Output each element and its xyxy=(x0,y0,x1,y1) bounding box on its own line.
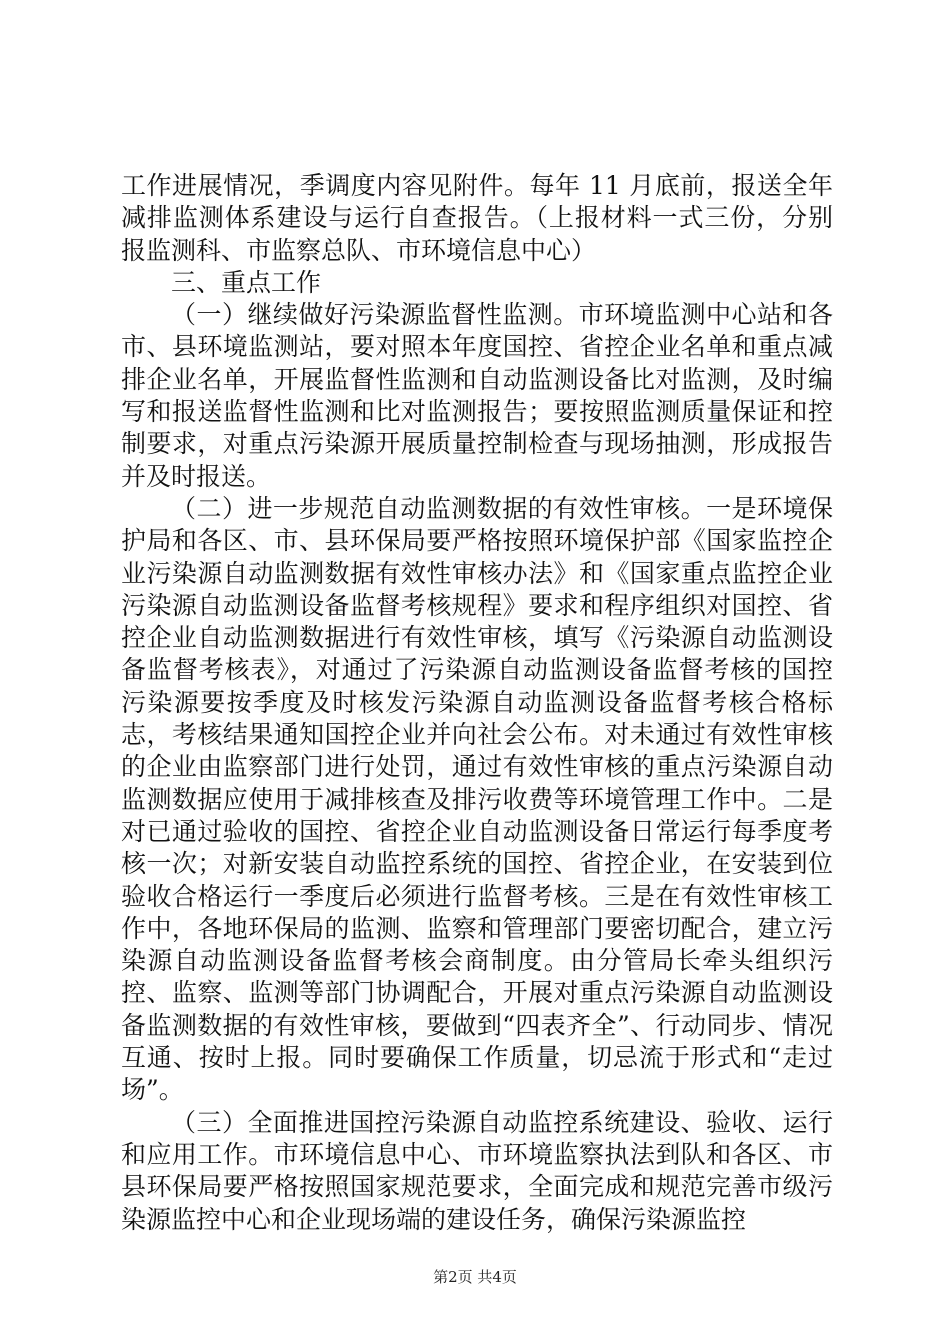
page-number: 第2页 共4页 xyxy=(433,1268,517,1286)
page-footer xyxy=(0,1266,950,1287)
section-heading: 三、重点工作 xyxy=(171,267,322,297)
paragraph-continuation: 工作进展情况，季调度内容见附件。每年 11 月底前，报送全年减排监测体系建设与运行自查报告。（上报材料一式三份，分别报监测科、市监察总队、市环境信息中心） xyxy=(121,171,833,265)
paragraph-item-1: （一）继续做好污染源监督性监测。市环境监测中心站和各市、县环境监测站，要对照本年度国控、省控企业名单和重点减排企业名单，开展监督性监测和自动监测设备比对监测，及时编写和报送监督性监测和比对监测报告；要按照监测质量保证和控制要求，对重点污染源开展质量控制检查与现场抽测，形成报告并及时报送。 xyxy=(121,300,833,491)
document-body xyxy=(121,170,833,1236)
paragraph-item-2: （二）进一步规范自动监测数据的有效性审核。一是环境保护局和各区、市、县环保局要严格按照环境保护部《国家监控企业污染源自动监测数据有效性审核办法》和《国家重点监控企业污染源自动监测设备监督考核规程》要求和程序组织对国控、省控企业自动监测数据进行有效性审核，填写《污染源自动监测设备监督考核表》，对通过了污染源自动监测设备监督考核的国控污染源要按季度及时核发污染源自动监测设备监督考核合格标志，考核结果通知国控企业并向社会公布。对未通过有效性审核的企业由监察部门进行处罚，通过有效性审核的重点污染源自动监测数据应使用于减排核查及排污收费等环境管理工作中。二是对已通过验收的国控、省控企业自动监测设备日常运行每季度考核一次；对新安装自动监控系统的国控、省控企业，在安装到位验收合格运行一季度后必须进行监督考核。三是在有效性审核工作中，各地环保局的监测、监察和管理部门要密切配合，建立污染源自动监测设备监督考核会商制度。由分管局长牵头组织污控、监察、监测等部门协调配合，开展对重点污染源自动监测设备监测数据的有效性审核，要做到“四表齐全”、行动同步、情况互通、按时上报。同时要确保工作质量，切忌流于形式和“走过场”。 xyxy=(121,493,833,1105)
paragraph-item-3: （三）全面推进国控污染源自动监控系统建设、验收、运行和应用工作。市环境信息中心、市环境监察执法到队和各区、市县环保局要严格按照国家规范要求，全面完成和规范完善市级污染源监控中心和企业现场端的建设任务，确保污染源监控 xyxy=(121,1107,833,1234)
